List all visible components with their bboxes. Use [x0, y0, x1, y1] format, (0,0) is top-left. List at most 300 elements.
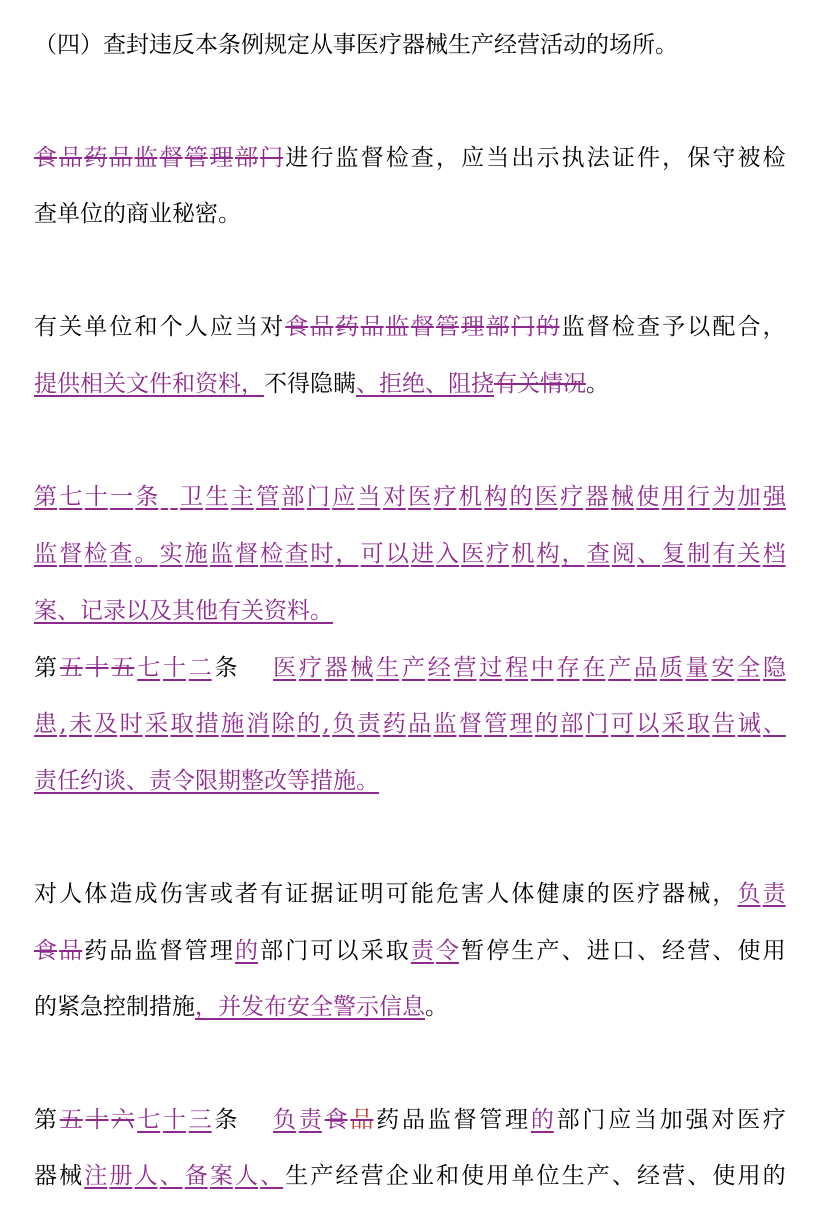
inserted-text: 管: [256, 484, 280, 510]
body-text: 害: [184, 881, 208, 907]
inserted-text: 安: [711, 655, 735, 681]
body-text: 对: [711, 1107, 735, 1133]
inserted-text: 器: [585, 484, 609, 510]
inserted-text: 在: [582, 655, 606, 681]
body-text: 行: [310, 145, 334, 171]
body-text: 部: [556, 1107, 580, 1133]
body-text: 体: [84, 881, 108, 907]
deleted-text: 品: [109, 145, 133, 171]
inserted-text: 息: [402, 994, 425, 1020]
inserted-text: 人: [134, 1163, 158, 1189]
text-line: [34, 936, 786, 966]
body-text: 的: [103, 201, 126, 227]
body-text: 控: [103, 994, 126, 1020]
body-text: 秘: [172, 201, 195, 227]
body-text: 械: [425, 32, 448, 58]
inserted-text: 部: [560, 711, 584, 737]
body-text: 康: [561, 881, 585, 907]
body-text: 疗: [637, 881, 660, 907]
text-line: [34, 709, 786, 739]
inserted-text: 阅: [611, 541, 635, 567]
inserted-text: 当: [357, 484, 381, 510]
body-text: 药: [84, 938, 108, 964]
body-text: 当: [486, 145, 510, 171]
inserted-text: 录: [103, 598, 126, 624]
body-text: 药: [376, 1107, 400, 1133]
inserted-text: 责: [762, 881, 786, 907]
body-text: 。: [655, 32, 678, 58]
deleted-text: 六: [111, 1107, 135, 1133]
body-text: 以: [687, 314, 711, 340]
body-text: 伤: [159, 881, 183, 907]
inserted-text: 督: [235, 541, 258, 567]
body-text: 、: [687, 1163, 711, 1189]
inserted-text: ，: [335, 541, 359, 567]
body-text: 产: [536, 938, 560, 964]
inserted-text: 医: [408, 484, 432, 510]
inserted-text: 并: [218, 994, 241, 1020]
inserted-text: 进: [410, 541, 434, 567]
inserted-text: 部: [281, 484, 305, 510]
body-text: 证: [611, 145, 635, 171]
body-text: 理: [505, 1107, 529, 1133]
inserted-text: 生: [376, 655, 400, 681]
body-text: 急: [80, 994, 103, 1020]
body-text: 、: [561, 938, 585, 964]
inserted-text: 取: [170, 711, 194, 737]
inserted-text: 医: [461, 541, 485, 567]
body-text: 暂: [461, 938, 485, 964]
inserted-text: 档: [762, 541, 786, 567]
body-text: 个: [159, 314, 183, 340]
body-text: 所: [632, 32, 655, 58]
inserted-text: 三: [188, 1107, 212, 1133]
body-text: 第: [34, 1107, 57, 1133]
inserted-text: 理: [509, 711, 533, 737]
inserted-text: 施: [221, 711, 245, 737]
inserted-text: 责: [410, 938, 434, 964]
inserted-text: 机: [458, 484, 482, 510]
deleted-text: 药: [335, 314, 359, 340]
inserted-text: 注: [84, 1163, 108, 1189]
text-line: [34, 992, 786, 1022]
body-text: 违: [149, 32, 172, 58]
body-text: 查: [34, 201, 57, 227]
inserted-text: 拒: [379, 371, 402, 397]
inserted-text: ，: [241, 371, 264, 397]
inserted-text: 令: [172, 768, 195, 794]
inserted-text: 营: [453, 655, 477, 681]
inserted-text: 、: [260, 1163, 284, 1189]
body-text: 的: [762, 1163, 786, 1189]
deleted-text: 品: [360, 314, 384, 340]
inserted-text: 资: [195, 371, 218, 397]
body-text: 四: [57, 32, 80, 58]
body-text: 或: [209, 881, 233, 907]
inserted-text: 、: [126, 768, 149, 794]
inserted-text: 料: [287, 598, 310, 624]
inserted-text: 量: [685, 655, 709, 681]
body-text: 事: [333, 32, 356, 58]
inserted-text: 十: [162, 655, 186, 681]
body-text: 施: [172, 994, 195, 1020]
inserted-text: 主: [230, 484, 254, 510]
inserted-text: 谈: [103, 768, 126, 794]
body-text: 瞒: [333, 371, 356, 397]
body-text: 予: [662, 314, 686, 340]
inserted-text: 七: [59, 484, 83, 510]
body-text: 。: [586, 371, 609, 397]
body-text: 、: [637, 938, 660, 964]
inserted-text: 的: [235, 938, 258, 964]
body-text: 疗: [379, 32, 402, 58]
inserted-text: ,: [322, 711, 330, 737]
body-text: 经: [662, 938, 686, 964]
inserted-text: 文: [126, 371, 149, 397]
body-text: 企: [385, 1163, 409, 1189]
inserted-text: 信: [379, 994, 402, 1020]
body-text: 不: [264, 371, 287, 397]
inserted-text: 责: [298, 1107, 322, 1133]
inserted-text: 记: [80, 598, 103, 624]
deleted-text: 十: [85, 655, 109, 681]
inserted-text: 施: [333, 768, 356, 794]
inserted-text: 械: [610, 484, 634, 510]
body-text: 配: [712, 314, 736, 340]
deleted-text: 五: [111, 655, 135, 681]
deleted-text: 十: [85, 1107, 109, 1133]
body-text: 的: [586, 32, 609, 58]
deleted-text: 情: [540, 371, 563, 397]
body-text: ，: [762, 314, 786, 340]
inserted-text: 以: [385, 541, 409, 567]
deleted-text: 理: [209, 145, 233, 171]
inserted-text: 器: [324, 655, 348, 681]
body-text: 应: [461, 145, 485, 171]
inserted-text: 督: [59, 541, 83, 567]
inserted-text: ,: [59, 711, 67, 737]
inserted-text: [161, 482, 168, 512]
body-text: 品: [401, 1107, 425, 1133]
inserted-text: 阻: [448, 371, 471, 397]
inserted-text: 条: [135, 484, 159, 510]
inserted-text: 督: [458, 711, 482, 737]
body-text: 用: [762, 938, 786, 964]
body-text: 使: [737, 938, 761, 964]
inserted-text: 绝: [402, 371, 425, 397]
inserted-text: 品: [633, 655, 657, 681]
text-line: [34, 879, 786, 909]
inserted-text: 册: [109, 1163, 133, 1189]
inserted-text: 。: [134, 541, 158, 567]
inserted-text: 料: [218, 371, 241, 397]
inserted-text: 、: [159, 1163, 183, 1189]
text-line: [34, 143, 786, 173]
body-text: 活: [540, 32, 563, 58]
inserted-text: ，: [561, 541, 585, 567]
inserted-text: 责: [149, 768, 172, 794]
deleted-text: 监: [385, 314, 409, 340]
inserted-text: 、: [356, 371, 379, 397]
text-line: [34, 30, 786, 60]
body-text: 产: [586, 1163, 610, 1189]
inserted-text: 经: [427, 655, 451, 681]
inserted-text: 卫: [180, 484, 204, 510]
body-text: 件: [637, 145, 660, 171]
inserted-text: 及: [94, 711, 118, 737]
deleted-text: 部: [235, 145, 258, 171]
body-text: 业: [149, 201, 172, 227]
body-text: 口: [611, 938, 635, 964]
body-text: 生: [285, 1163, 309, 1189]
body-text: 营: [687, 938, 711, 964]
inserted-text: 警: [333, 994, 356, 1020]
inserted-text: 械: [350, 655, 374, 681]
inserted-text: 一: [110, 484, 134, 510]
body-text: 证: [335, 881, 359, 907]
body-text: 经: [335, 1163, 359, 1189]
deleted-text: 药: [84, 145, 108, 171]
inserted-text: 、: [425, 371, 448, 397]
inserted-text: 、: [57, 598, 80, 624]
inserted-text: 门: [585, 711, 609, 737]
body-text: 器: [402, 32, 425, 58]
inserted-text: 有: [712, 541, 736, 567]
inserted-text: 检: [84, 541, 108, 567]
inserted-text: 可: [360, 541, 384, 567]
body-text: 执: [561, 145, 585, 171]
inserted-text: 安: [287, 994, 310, 1020]
inserted-text: 施: [184, 541, 208, 567]
body-text: 经: [637, 1163, 660, 1189]
body-text: 本: [195, 32, 218, 58]
inserted-text: 使: [636, 484, 660, 510]
body-text: 查: [637, 314, 660, 340]
body-text: 营: [662, 1163, 686, 1189]
inserted-text: 疗: [560, 484, 584, 510]
body-text: 合: [737, 314, 761, 340]
inserted-text: 机: [511, 541, 535, 567]
deleted-text: 品: [59, 145, 83, 171]
body-text: 人: [486, 881, 510, 907]
inserted-text: 责: [34, 768, 57, 794]
inserted-text: 监: [34, 541, 57, 567]
inserted-text: 中: [530, 655, 554, 681]
body-text: 条: [214, 1107, 238, 1133]
deleted-text: 门: [511, 314, 535, 340]
inserted-text: 产: [608, 655, 632, 681]
inserted-text: 实: [159, 541, 183, 567]
deleted-text: 有: [494, 371, 517, 397]
inserted-text: 关: [241, 598, 264, 624]
body-text: ，: [662, 145, 686, 171]
inserted-text: 负: [737, 881, 761, 907]
inserted-text: 供: [57, 371, 80, 397]
inserted-text: 第: [34, 484, 57, 510]
inserted-text: 检: [260, 541, 284, 567]
inserted-text: 及: [149, 598, 172, 624]
deleted-text: 管: [184, 145, 208, 171]
body-text: ）: [80, 32, 103, 58]
inserted-text: 以: [636, 711, 660, 737]
inserted-text: 加: [737, 484, 761, 510]
inserted-text: 措: [195, 711, 219, 737]
inserted-text: 相: [80, 371, 103, 397]
inserted-text: 和: [172, 371, 195, 397]
body-text: 督: [453, 1107, 477, 1133]
body-text: 停: [486, 938, 510, 964]
inserted-text: 七: [137, 1107, 161, 1133]
inserted-text: 二: [188, 655, 212, 681]
body-text: 生: [561, 1163, 585, 1189]
inserted-text: 疗: [433, 484, 457, 510]
body-text: 监: [134, 938, 158, 964]
body-text: 查: [410, 145, 434, 171]
text-line: [34, 369, 786, 399]
body-text: 生: [511, 938, 535, 964]
inserted-text: 、: [762, 711, 786, 737]
body-text: 的: [34, 994, 57, 1020]
deleted-text: 品: [310, 314, 334, 340]
inserted-text: 责: [357, 711, 381, 737]
body-text: 检: [762, 145, 786, 171]
deleted-text: 食: [324, 1107, 348, 1133]
inserted-text: 有: [218, 598, 241, 624]
inserted-text: 关: [103, 371, 126, 397]
deleted-text: 督: [410, 314, 434, 340]
inserted-text: 生: [205, 484, 229, 510]
body-text: 体: [511, 881, 535, 907]
inserted-text: 以: [126, 598, 149, 624]
body-text: 应: [209, 314, 233, 340]
inserted-text: 备: [184, 1163, 208, 1189]
body-text: 有: [260, 881, 284, 907]
body-text: 措: [149, 994, 172, 1020]
text-line: [34, 1161, 786, 1191]
body-text: 取: [385, 938, 409, 964]
body-text: ，: [712, 881, 736, 907]
inserted-text: 产: [401, 655, 425, 681]
body-text: 商: [126, 201, 149, 227]
body-text: 门: [582, 1107, 606, 1133]
body-text: 能: [410, 881, 434, 907]
inserted-text: 取: [686, 711, 710, 737]
inserted-text: 告: [712, 711, 736, 737]
text-line: [34, 482, 786, 512]
inserted-text: 任: [57, 768, 80, 794]
inserted-text: 案: [34, 598, 57, 624]
deleted-text: 食: [34, 145, 57, 171]
body-text: 进: [285, 145, 309, 171]
body-text: 、: [712, 938, 736, 964]
inserted-text: 时: [119, 711, 143, 737]
inserted-text: 查: [109, 541, 133, 567]
body-text: 医: [356, 32, 379, 58]
inserted-text: 。: [310, 598, 333, 624]
inserted-text: 复: [662, 541, 686, 567]
body-text: 和: [134, 314, 158, 340]
inserted-text: 案: [209, 1163, 233, 1189]
inserted-text: 十: [84, 484, 108, 510]
inserted-text: 门: [306, 484, 330, 510]
inserted-text: 令: [436, 938, 459, 964]
deleted-text: 关: [517, 371, 540, 397]
body-text: 单: [57, 201, 80, 227]
body-text: 条: [214, 655, 238, 681]
body-text: 制: [126, 994, 149, 1020]
inserted-text: 医: [273, 655, 297, 681]
inserted-text: 入: [436, 541, 459, 567]
inserted-text: 制: [687, 541, 711, 567]
body-text: 和: [436, 1163, 459, 1189]
body-text: 部: [260, 938, 284, 964]
body-text: 检: [385, 145, 409, 171]
inserted-text: 他: [195, 598, 218, 624]
text-line: [34, 312, 786, 342]
body-text: 营: [517, 32, 540, 58]
body-text: 紧: [57, 994, 80, 1020]
body-text: 隐: [310, 371, 333, 397]
body-text: 使: [712, 1163, 736, 1189]
deleted-text: 况: [563, 371, 586, 397]
inserted-text: 时: [310, 541, 334, 567]
inserted-text: 限: [195, 768, 218, 794]
deleted-text: 管: [436, 314, 459, 340]
deleted-text: 的: [536, 314, 560, 340]
body-text: 采: [360, 938, 384, 964]
body-text: 场: [609, 32, 632, 58]
inserted-text: 过: [479, 655, 503, 681]
inserted-text: 诫: [737, 711, 761, 737]
deleted-text: 五: [59, 655, 83, 681]
body-text: 以: [335, 938, 359, 964]
body-text: 营: [360, 1163, 384, 1189]
body-text: 检: [611, 314, 635, 340]
inserted-text: 患: [34, 711, 57, 737]
body-text: 监: [335, 145, 359, 171]
body-text: 用: [486, 1163, 510, 1189]
body-text: 密: [195, 201, 218, 227]
body-text: 证: [285, 881, 309, 907]
inserted-text: 、: [637, 541, 660, 567]
inserted-text: 构: [484, 484, 508, 510]
body-text: 使: [461, 1163, 485, 1189]
body-text: 医: [737, 1107, 761, 1133]
body-text: 监: [561, 314, 585, 340]
body-text: 出: [511, 145, 535, 171]
body-text: 、: [611, 1163, 635, 1189]
inserted-text: 构: [536, 541, 560, 567]
body-text: 查: [103, 32, 126, 58]
inserted-text: 品: [408, 711, 432, 737]
body-text: 据: [310, 881, 334, 907]
body-text: 明: [360, 881, 384, 907]
body-text: 当: [633, 1107, 657, 1133]
deleted-text: 督: [159, 145, 183, 171]
body-text: 规: [264, 32, 287, 58]
inserted-text: 采: [145, 711, 169, 737]
body-text: 守: [712, 145, 736, 171]
inserted-text: 七: [137, 655, 161, 681]
body-text: 管: [479, 1107, 503, 1133]
inserted-text: 质: [659, 655, 683, 681]
inserted-text: 资: [264, 598, 287, 624]
inserted-text: 负: [332, 711, 356, 737]
text-line: [34, 1105, 786, 1135]
inserted-text: 发: [241, 994, 264, 1020]
body-text: 被: [737, 145, 761, 171]
inserted-text: 十: [162, 1107, 186, 1133]
